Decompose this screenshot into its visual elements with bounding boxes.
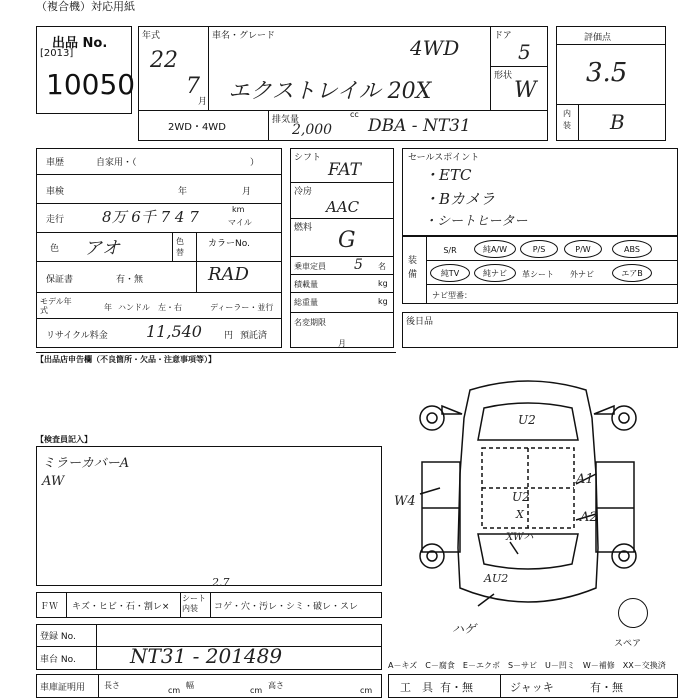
seat-label: シート内装 (182, 594, 206, 613)
chassis-value: NT31 - 201489 (130, 644, 283, 668)
fw-label: ＦＷ (40, 602, 59, 612)
capacity-label: 乗車定員 (294, 262, 326, 271)
displacement-label: 排気量 (272, 115, 300, 125)
color-no-label: カラーNo. (208, 239, 250, 249)
navi-model-label: ナビ型番： (432, 291, 472, 300)
cert-length: 長さ (104, 681, 120, 690)
displacement-unit: cc (350, 110, 359, 119)
equip-ps: P/S (520, 240, 558, 258)
drive-type-label: 2WD・4WD (168, 122, 226, 133)
lot-label: 出品 No. (52, 36, 108, 51)
sales-point-3: ・シートヒーター (424, 214, 528, 229)
mileage-unit-mile: マイル (228, 218, 252, 227)
model-year-value: 22 (150, 48, 178, 73)
cert-width: 幅 (186, 681, 194, 690)
equip-ext-navi: 外ナビ (570, 269, 594, 279)
diagram-mark-a1: A1 (576, 472, 594, 487)
equip-pw: P/W (564, 240, 602, 258)
reg-expiry-month: 月 (338, 339, 346, 348)
inspection-month: 月 (242, 187, 252, 197)
seller-notes-label: 【出品店申告欄（不良箇所・欠品・注意事項等）】 (36, 355, 216, 364)
aircon-label: 冷房 (294, 187, 313, 197)
sales-point-2: ・Bカメラ (424, 190, 496, 208)
model-year-row-dealer: ディーラー・並行 (210, 303, 274, 312)
inspector-note-1: ミラーカバーA (42, 456, 130, 471)
color-label: 色 (50, 244, 60, 254)
condition-mark-above: 2.7 (212, 576, 230, 589)
equip-abs: ABS (612, 240, 652, 258)
cert-unit-3: cm (360, 686, 373, 695)
seat-text: コゲ・穴・汚レ・シミ・破レ・スレ (214, 602, 359, 612)
aircon-value: AAC (326, 198, 360, 216)
equip-airbag: エアB (612, 264, 652, 282)
lot-year-tag: [2013] (40, 48, 74, 59)
diagram-mark-x: X (516, 508, 524, 521)
history-value: 自家用・（ (96, 158, 137, 168)
interior-value: B (610, 110, 625, 134)
shape-value: W (514, 78, 537, 103)
cert-unit-2: cm (250, 686, 263, 695)
tools-options: 有・無 (440, 681, 473, 694)
interior-label: 内装 (563, 109, 571, 130)
load-label: 積載量 (294, 280, 318, 289)
diagram-mark-bottom: XWハ (506, 532, 534, 543)
shape-label: 形状 (494, 71, 513, 81)
jack-options: 有・無 (590, 681, 623, 694)
equip-aw: 純A/W (474, 240, 516, 258)
model-year-row-handle: ハンドル 左・右 (118, 303, 182, 312)
warranty-label: 保証書 (46, 275, 74, 285)
recycle-value: 11,540 (146, 322, 202, 341)
displacement-value: 2,000 (292, 122, 333, 138)
history-close: ） (250, 158, 260, 168)
recycle-label: リサイクル料金 (46, 331, 108, 341)
later-docs-box (402, 312, 678, 348)
inspection-year: 年 (178, 187, 188, 197)
color-change-label: 色替 (176, 237, 184, 257)
damage-legend: A－キズ C－腐食 E－エクボ S－サビ U－凹ミ W－補修 XX－交換済 (388, 661, 666, 670)
shift-label: シフト (294, 153, 322, 163)
load-unit: kg (378, 279, 388, 288)
equip-sr: S/R (443, 245, 457, 255)
fuel-label: 燃料 (294, 223, 313, 233)
diagram-mark-w4: W4 (394, 494, 416, 509)
mileage-label: 走行 (46, 215, 65, 225)
diagram-mark-a2: A2 (580, 510, 598, 525)
inspector-notes-label: 【検査員記入】 (36, 435, 92, 444)
history-label: 車歴 (46, 158, 65, 168)
door-value: 5 (518, 40, 531, 64)
spare-label: スペア (614, 639, 642, 649)
score-label: 評価点 (584, 33, 612, 43)
capacity-value: 5 (354, 257, 363, 273)
car-name-label: 車名・グレード (212, 31, 276, 41)
inspection-label: 車検 (46, 187, 65, 197)
gross-weight-unit: kg (378, 297, 388, 306)
fw-text: キズ・ヒビ・石・割レ× (72, 602, 170, 612)
mileage-unit-km: km (232, 205, 245, 214)
car-name-value: エクストレイル 20X (228, 79, 432, 104)
gross-weight-label: 総重量 (294, 298, 318, 307)
capacity-unit: 名 (378, 262, 386, 271)
sales-point-1: ・ETC (424, 166, 472, 184)
equip-tv: 純TV (430, 264, 470, 282)
registration-label: 登録 No. (40, 632, 76, 642)
chassis-label: 車台 No. (40, 655, 76, 665)
diagram-mark-bumper: ハゲ (452, 622, 477, 636)
door-label: ドア (494, 31, 512, 41)
cert-box (36, 674, 382, 698)
model-year-row-label: モデル年式 (40, 297, 72, 315)
spare-tire-icon (618, 598, 648, 628)
score-value: 3.5 (586, 58, 628, 88)
model-year-row-year: 年 (104, 303, 112, 312)
cert-label: 車庫証明用 (40, 683, 86, 693)
color-value: アオ (84, 238, 120, 259)
reg-expiry-label: 名変期限 (294, 318, 326, 327)
model-code-value: DBA - NT31 (368, 116, 471, 136)
model-month-value: 7 (186, 74, 200, 99)
diagram-mark-u2-center: U2 (512, 490, 530, 504)
tools-label: 工 具 (400, 681, 433, 694)
sales-points-label: セールスポイント (408, 153, 480, 163)
cert-unit-1: cm (168, 686, 181, 695)
color-no-value: RAD (208, 264, 249, 285)
diagram-mark-u2-top: U2 (518, 413, 536, 427)
later-docs-label: 後日品 (406, 317, 434, 327)
equip-navi: 純ナビ (474, 264, 516, 282)
car-drive-value: 4WD (410, 36, 460, 60)
fuel-value: G (338, 228, 356, 253)
jack-label: ジャッキ (510, 681, 554, 694)
model-year-label: 年式 (142, 31, 161, 41)
warranty-options: 有・無 (116, 275, 144, 285)
diagram-mark-rear: AU2 (484, 572, 509, 585)
equipment-label: 装備 (408, 256, 418, 280)
model-month-suffix: 月 (198, 97, 208, 107)
shift-value: FAT (328, 160, 362, 180)
recycle-unit: 円 (224, 331, 234, 341)
inspector-note-2: AW (42, 474, 65, 489)
cert-height: 高さ (268, 681, 284, 690)
equip-leather: 革シート (522, 269, 554, 279)
form-header: （複合機）対応用紙 (36, 0, 135, 13)
recycle-deposit: 預託済 (240, 331, 268, 341)
mileage-value: 8万 6千 7 4 7 (102, 208, 199, 226)
lot-number: 10050 (46, 68, 136, 101)
